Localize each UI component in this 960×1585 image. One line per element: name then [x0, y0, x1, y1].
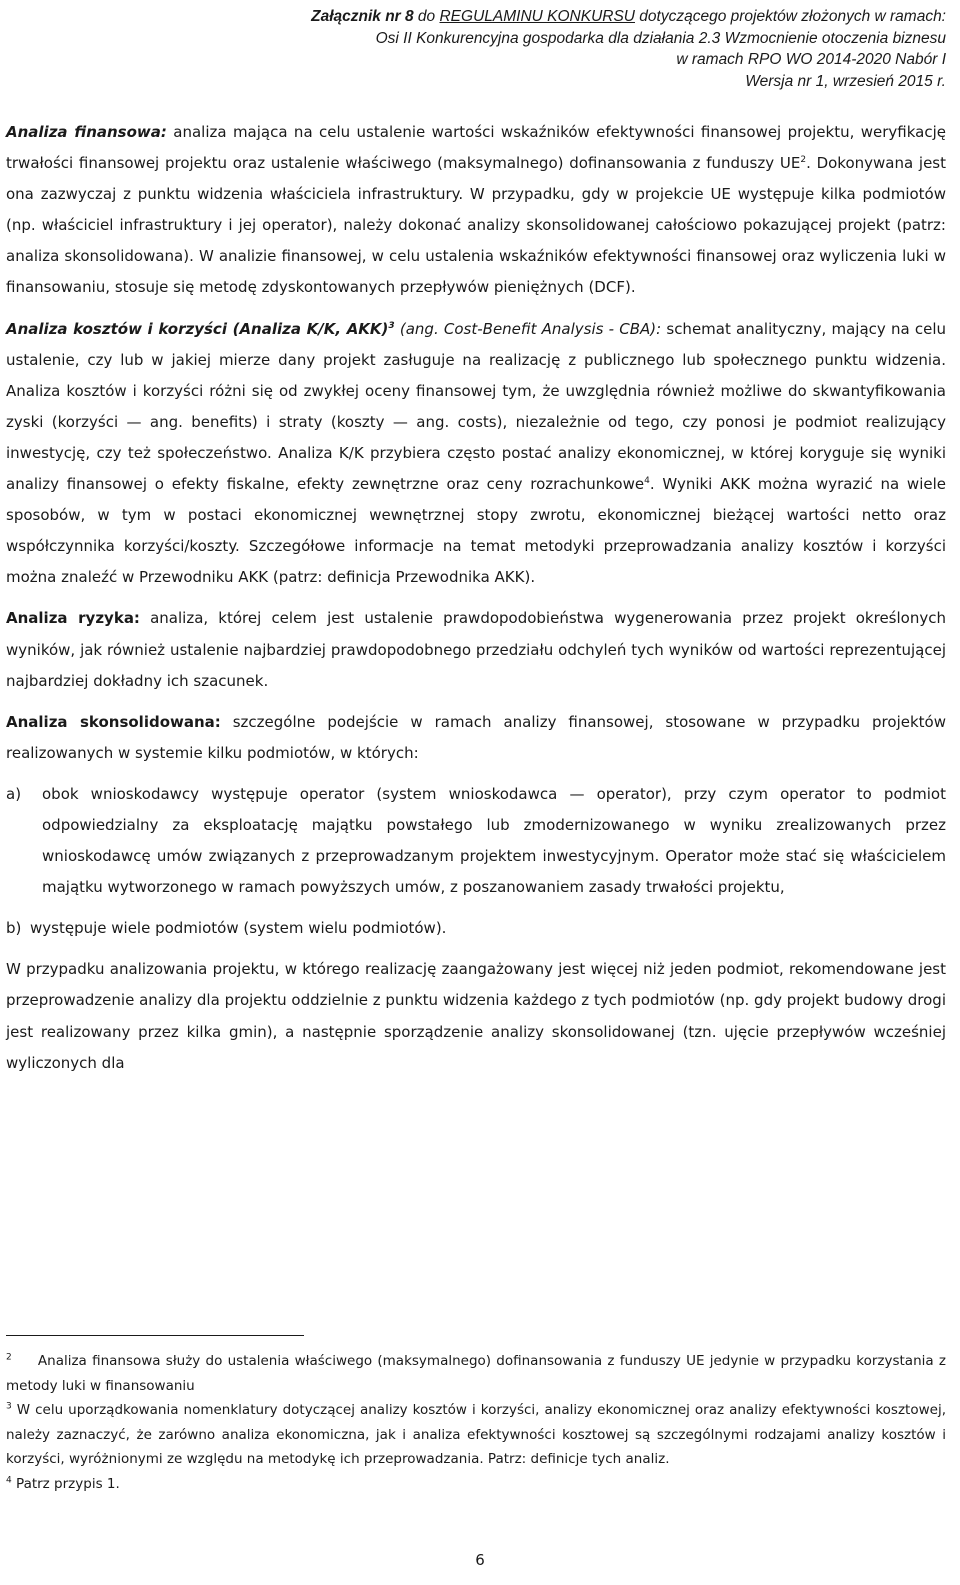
list-item-text: występuje wiele podmiotów (system wielu podmiotów). [30, 919, 447, 938]
definition-text: schemat analityczny, mający na celu ustalenie, czy lub w jakiej mierze dany projekt zasługuje na realizację z publicznego lub społecznego punktu widzenia. Analiza kosztów i korzyści różni się od zwykłej oceny finansowej tym, że uwzględnia również możliwe do skwantyfikowania zyski (korzyści — ang. benefits) i straty (koszty — ang. costs), niezależnie od tego, czy ponosi je podmiot realizujący inwestycję, czy też społeczeństwo. Analiza K/K przybiera często postać analizy ekonomicznej, w której koryguje się wyniki analizy finansowej o efekty fiskalne, efekty zewnętrzne oraz ceny rozrachunkowe [6, 319, 946, 494]
document-body [6, 117, 946, 1089]
definition-analiza-kosztow-i-korzysci [6, 314, 946, 594]
header-line-3: w ramach RPO WO 2014-2020 Nabór I [676, 51, 946, 68]
list-item-label: b) [6, 919, 22, 938]
list-item [6, 779, 946, 903]
definition-analiza-ryzyka [6, 603, 946, 696]
definition-text: analiza mająca na celu ustalenie wartości wskaźników efektywności finansowej projektu, weryfikację trwałości finansowej projektu oraz ustalenie właściwego (maksymalnego) dofinansowania z funduszy UE [6, 123, 947, 173]
definition-text: szczególne podejście w ramach analizy finansowej, stosowane w przypadku projektów realizowanych w systemie kilku podmiotów, w których: [6, 712, 946, 762]
definition-term: Analiza ryzyka: [6, 609, 140, 628]
definition-text: . Dokonywana jest ona zazwyczaj z punktu widzenia właściciela infrastruktury. W przypadku, gdy w projekcie UE występuje kilka podmiotów (np. właściciel infrastruktury i jej operator), należy dokonać analizy skonsolidowanej całościowo pokazującej projekt (patrz: analiza skonsolidowana). W analizie finansowej, w celu ustalenia wskaźników efektywności finansowej oraz wyliczenia luki w finansowaniu, stosuje się metodę zdyskontowanych przepływów pieniężnych (DCF). [6, 154, 947, 297]
definition-term: Analiza finansowa: [6, 123, 167, 141]
header-line-1 [311, 6, 946, 28]
header-text: dotyczącego projektów złożonych w ramach: [634, 8, 946, 25]
footnote [6, 1472, 946, 1497]
page-number: 6 [475, 1551, 485, 1569]
footnotes [6, 1349, 946, 1496]
footnote-number: 2 [6, 1352, 12, 1363]
list-item [6, 913, 946, 944]
footnote-ref[interactable]: 3 [388, 320, 395, 331]
footnote-text: Patrz przypis 1. [16, 1475, 120, 1492]
definition-analiza-finansowa [6, 117, 946, 304]
footnote-number: 3 [6, 1401, 12, 1412]
list-item-text: obok wnioskodawcy występuje operator (system wnioskodawca — operator), przy czym operator to podmiot odpowiedzialny za eksploatację majątku powstałego lub zmodernizowanego w wyniku zrealizowanych przez wnioskodawcę umów związanych z przeprowadzanym projektem inwestycyjnym. Operator może stać się właścicielem majątku wytworzonego w ramach powyższych umów, z poszanowaniem zasady trwałości projektu, [42, 784, 946, 897]
definition-english-term: (ang. Cost-Benefit Analysis - CBA): [394, 319, 662, 338]
header-line-4: Wersja nr 1, wrzesień 2015 r. [745, 72, 946, 90]
definition-analiza-skonsolidowana [6, 707, 946, 769]
header-line-2: Osi II Konkurencyjna gospodarka dla działania 2.3 Wzmocnienie otoczenia biznesu [375, 29, 946, 47]
footnote-ref[interactable]: 4 [644, 476, 650, 487]
footnote-separator [6, 1335, 304, 1336]
footnote-number: 4 [6, 1475, 12, 1485]
paragraph-consolidated-note: W przypadku analizowania projektu, w którego realizację zaangażowany jest więcej niż jeden podmiot, rekomendowane jest przeprowadzenie analizy dla projektu oddzielnie z punktu widzenia każdego z tych podmiotów (np. gdy projekt budowy drogi jest realizowany przez kilka gmin), a następnie sporządzenie analizy skonsolidowanej (tzn. ujęcie przepływów wcześniej wyliczonych dla [6, 960, 946, 1072]
footnote [6, 1349, 946, 1398]
definition-term: Analiza kosztów i korzyści (Analiza K/K, AKK) [6, 319, 389, 338]
footnote-text: W celu uporządkowania nomenklatury dotyczącej analizy kosztów i korzyści, analizy ekonomicznej oraz analizy efektywności kosztowej, należy zaznaczyć, że zarówno analiza ekonomiczna, jak i analiza efektywności kosztowej są szczególnymi rodzajami analizy kosztów i korzyści, wyróżnionymi ze względu na metodykę ich przeprowadzania. Patrz: definicje tych analiz. [6, 1402, 946, 1467]
footnote-ref[interactable]: 2 [800, 155, 807, 166]
page-header [311, 6, 946, 92]
regulamin-link[interactable]: REGULAMINU KONKURSU [439, 8, 635, 25]
header-text: do [413, 8, 440, 25]
definition-term: Analiza skonsolidowana: [6, 712, 221, 731]
definition-text: . Wyniki AKK można wyrazić na wiele sposobów, w tym w postaci ekonomicznej wewnętrznej stopy zwrotu, ekonomicznej bieżącej wartości netto oraz współczynnika korzyści/koszty. Szczegółowe informacje na temat metodyki przeprowadzania analizy kosztów i korzyści można znaleźć w Przewodniku AKK (patrz: definicja Przewodnika AKK). [6, 475, 946, 587]
header-attachment-label: Załącznik nr 8 [311, 8, 414, 25]
definition-text: analiza, której celem jest ustalenie prawdopodobieństwa wygenerowania przez projekt określonych wyników, jak również ustalenie najbardziej prawdopodobnego przedziału odchyleń tych wyników od wartości reprezentującej najbardziej dokładny ich szacunek. [6, 609, 946, 690]
list-item-label: a) [6, 784, 22, 803]
footnote [6, 1398, 946, 1472]
footnote-text: Analiza finansowa służy do ustalenia właściwego (maksymalnego) dofinansowania z funduszy UE jedynie w przypadku korzystania z metody luki w finansowaniu [6, 1353, 946, 1394]
